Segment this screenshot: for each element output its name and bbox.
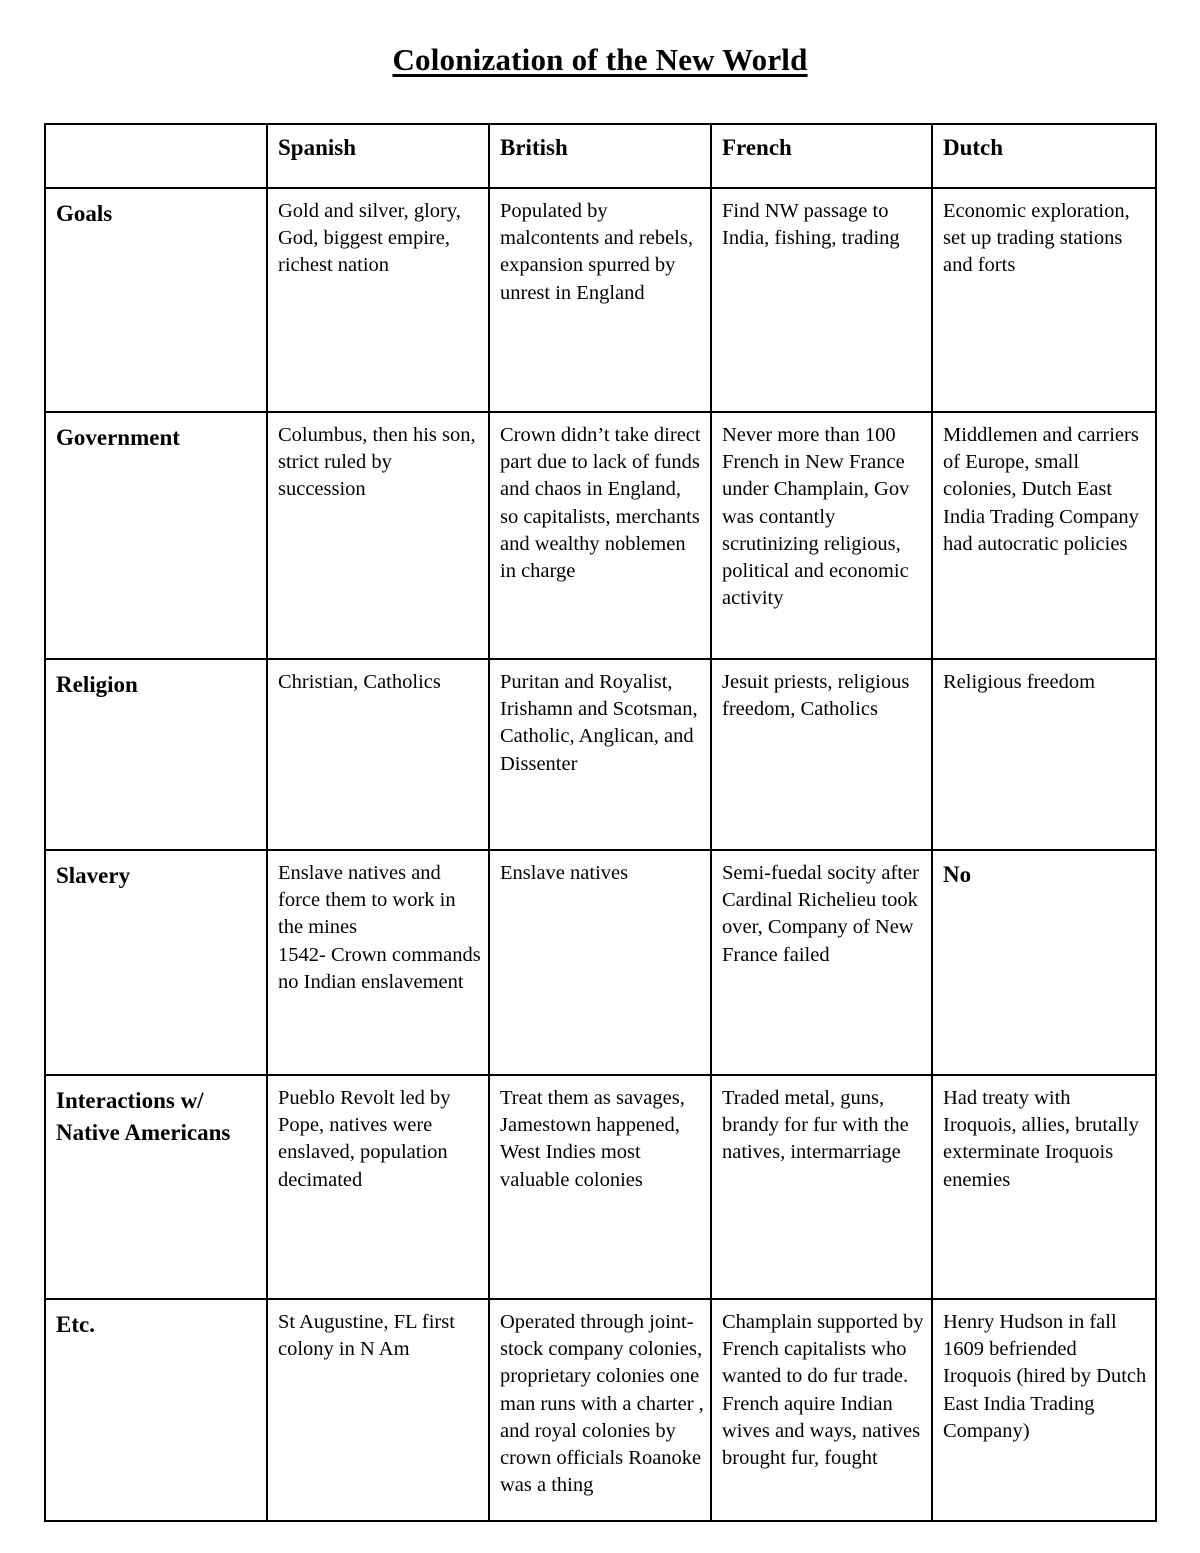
cell-text: Middlemen and carriers of Europe, small colonies, Dutch East India Trading Company had autocratic policies (943, 424, 1139, 555)
table-row (45, 188, 1156, 412)
row-label-cell (45, 1075, 267, 1299)
cell-text: Populated by malcontents and rebels, expansion spurred by unrest in England (500, 200, 693, 304)
table-cell (489, 659, 711, 850)
table-cell (932, 1299, 1156, 1521)
table-cell (711, 1299, 932, 1521)
table-cell (267, 412, 489, 659)
table-row (45, 1075, 1156, 1299)
table-cell (489, 412, 711, 659)
header-cell-dutch (932, 124, 1156, 188)
table-cell (711, 412, 932, 659)
table-cell (267, 1299, 489, 1521)
row-label-cell (45, 412, 267, 659)
table-cell (932, 659, 1156, 850)
table-cell (932, 412, 1156, 659)
table-cell (711, 188, 932, 412)
cell-text: Gold and silver, glory, God, biggest empire, richest nation (278, 200, 461, 277)
table-cell (489, 1299, 711, 1521)
row-label-cell (45, 188, 267, 412)
table-cell (711, 1075, 932, 1299)
table-row (45, 1299, 1156, 1521)
cell-text: Enslave natives (500, 862, 629, 884)
column-header: French (722, 135, 792, 160)
column-header: Dutch (943, 135, 1004, 160)
row-label-cell (45, 659, 267, 850)
cell-text: Champlain supported by French capitalists who wanted to do fur trade. French aquire Indian wives and ways, natives brought fur, fought (722, 1311, 924, 1470)
row-label: Slavery (56, 863, 131, 888)
cell-text: Puritan and Royalist, Irishamn and Scotsman, Catholic, Anglican, and Dissenter (500, 671, 698, 775)
header-cell-british (489, 124, 711, 188)
cell-text: Columbus, then his son, strict ruled by succession (278, 424, 476, 501)
cell-text: Crown didn’t take direct part due to lack of funds and chaos in England, so capitalists, merchants and wealthy noblemen in charge (500, 424, 701, 583)
table-cell (267, 850, 489, 1075)
table-cell (711, 850, 932, 1075)
header-cell-spanish (267, 124, 489, 188)
cell-text: Enslave natives and force them to work in the mines 1542- Crown commands no Indian enslavement (278, 862, 481, 993)
cell-text: Had treaty with Iroquois, allies, brutally exterminate Iroquois enemies (943, 1087, 1139, 1191)
cell-text: Christian, Catholics (278, 671, 441, 693)
table-header-row (45, 124, 1156, 188)
row-label-cell (45, 850, 267, 1075)
cell-text: St Augustine, FL first colony in N Am (278, 1311, 455, 1361)
row-label-cell (45, 1299, 267, 1521)
cell-text: No (943, 862, 972, 887)
column-header: British (500, 135, 568, 160)
cell-text: Semi-fuedal socity after Cardinal Richelieu took over, Company of New France failed (722, 862, 919, 966)
table-cell (267, 188, 489, 412)
cell-text: Operated through joint-stock company colonies, proprietary colonies one man runs with a charter , and royal colonies by crown officials Roanoke was a thing (500, 1311, 704, 1497)
cell-text: Pueblo Revolt led by Pope, natives were enslaved, population decimated (278, 1087, 451, 1191)
row-label: Religion (56, 672, 138, 697)
row-label: Etc. (56, 1312, 95, 1337)
header-cell-french (711, 124, 932, 188)
table-cell (267, 1075, 489, 1299)
cell-text: Henry Hudson in fall 1609 befriended Iroquois (hired by Dutch East India Trading Company) (943, 1311, 1147, 1442)
table-row (45, 412, 1156, 659)
row-label: Goals (56, 201, 113, 226)
table-cell (932, 850, 1156, 1075)
cell-text: Jesuit priests, religious freedom, Catholics (722, 671, 910, 721)
table-cell (267, 659, 489, 850)
column-header: Spanish (278, 135, 357, 160)
cell-text: Religious freedom (943, 671, 1096, 693)
table-cell (932, 1075, 1156, 1299)
row-label: Interactions w/ Native Americans (56, 1088, 231, 1145)
cell-text: Economic exploration, set up trading stations and forts (943, 200, 1130, 277)
table-cell (489, 1075, 711, 1299)
table-row (45, 850, 1156, 1075)
cell-text: Treat them as savages, Jamestown happened, West Indies most valuable colonies (500, 1087, 685, 1191)
table-row (45, 659, 1156, 850)
table-cell (489, 850, 711, 1075)
table-cell (489, 188, 711, 412)
cell-text: Never more than 100 French in New France under Champlain, Gov was contantly scrutinizing religious, political and economic activity (722, 424, 910, 610)
cell-text: Traded metal, guns, brandy for fur with the natives, intermarriage (722, 1087, 909, 1164)
page-title: Colonization of the New World (392, 42, 808, 77)
colonization-table (44, 123, 1157, 1522)
row-label: Government (56, 425, 180, 450)
table-cell (932, 188, 1156, 412)
cell-text: Find NW passage to India, fishing, trading (722, 200, 900, 250)
header-cell-empty (45, 124, 267, 188)
table-cell (711, 659, 932, 850)
